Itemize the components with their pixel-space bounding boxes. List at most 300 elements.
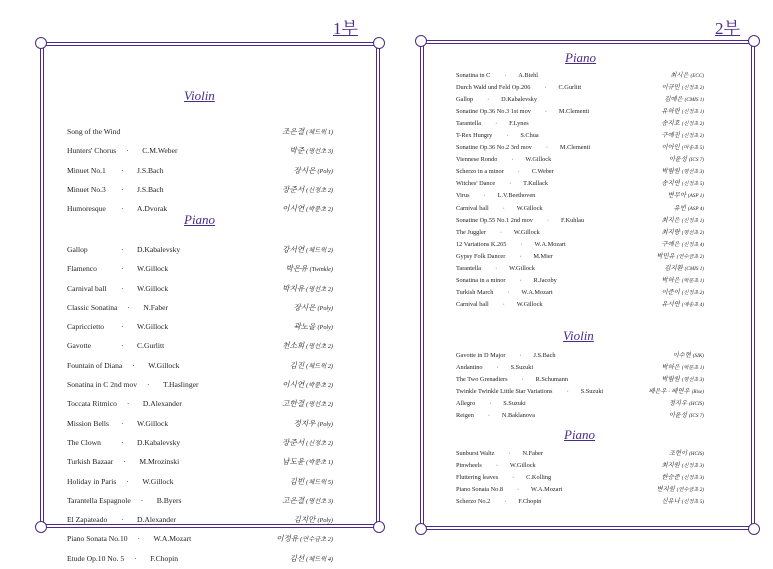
- separator-dot-icon: ·: [121, 245, 124, 254]
- piece-title: Piano Sonata No.10: [67, 534, 128, 544]
- program-item: [456, 386, 704, 398]
- program-item: [456, 263, 704, 275]
- piece-title: Tarantella Espagnole: [67, 495, 131, 505]
- piece-title: Fountain of Diana: [67, 360, 123, 370]
- composer-name: W.Gillock: [137, 264, 169, 274]
- composer-name: W.A.Mozart: [531, 486, 563, 494]
- performer-school: (채드윅 1): [306, 129, 333, 136]
- program-item: [456, 118, 704, 130]
- performer: [290, 472, 334, 492]
- program-item: [67, 549, 333, 568]
- piece-title: Minuet No.3: [67, 184, 106, 194]
- performer-name: 정지우: [668, 400, 688, 408]
- composer-name: W.A.Mozart: [534, 240, 566, 248]
- performer-name: 박민유: [656, 252, 675, 260]
- performer-school: (신정초 4): [681, 241, 704, 248]
- performer: [669, 410, 704, 422]
- composer-name: D.Kabalevsky: [501, 96, 537, 104]
- performer-school: (연수금초 2): [676, 487, 704, 494]
- performer: [657, 484, 704, 496]
- performer-school: (신정초 2): [681, 85, 704, 92]
- performer: [662, 239, 705, 251]
- performer: [282, 279, 333, 299]
- performer-name: 곽노을: [293, 322, 316, 332]
- performer: [662, 130, 705, 142]
- piece-title: Sonatine Op.36 No.2 3rd mov: [456, 144, 532, 152]
- performer-name: 김진: [289, 360, 305, 370]
- performer-name: 구예진: [661, 132, 680, 140]
- program-item: [67, 529, 333, 548]
- program-list: [456, 448, 704, 508]
- separator-dot-icon: ·: [121, 437, 124, 447]
- piece-title: The Juggler: [456, 228, 486, 236]
- separator-dot-icon: ·: [121, 341, 124, 351]
- piece-title: Hunters' Chorus: [67, 146, 117, 156]
- composer-name: R.Jacoby: [533, 276, 557, 284]
- piece-title: T-Rex Hungry: [456, 132, 493, 140]
- piece-title: Fluttering leaves: [456, 474, 499, 482]
- performer-name: 조은결: [282, 127, 305, 136]
- piece-title: The Clown: [67, 437, 101, 447]
- program-item: [67, 472, 333, 491]
- performer-name: 송지연: [661, 180, 680, 188]
- corner-ornament-icon: [373, 37, 385, 49]
- performer-school: (명선초 2): [306, 343, 333, 351]
- performer-name: 신유나: [661, 498, 680, 506]
- piece-title: 12 Variations K.265: [456, 240, 507, 248]
- separator-dot-icon: ·: [517, 486, 520, 494]
- separator-dot-icon: ·: [137, 534, 141, 544]
- performer: [282, 180, 333, 200]
- performer-name: 김예은: [664, 96, 683, 104]
- piece-title: Sonatina in C 2nd mov: [67, 380, 138, 390]
- composer-name: D.Alexander: [137, 515, 177, 525]
- program-item: [456, 398, 704, 410]
- program-item: [456, 484, 704, 496]
- composer-name: M.Mier: [533, 252, 553, 260]
- separator-dot-icon: ·: [121, 515, 124, 525]
- performer-school: (채드윅 2): [306, 362, 333, 370]
- program-page-1: [0, 0, 386, 563]
- program-item: [456, 496, 704, 508]
- performer-name: 박하은: [661, 364, 680, 372]
- program-item: [456, 251, 704, 263]
- program-item: [456, 460, 704, 472]
- performer-school: (Twinkle): [309, 266, 333, 274]
- separator-dot-icon: ·: [507, 288, 510, 296]
- performer: [662, 275, 705, 287]
- program-item: [456, 106, 704, 118]
- performer-name: 이윤성: [668, 412, 687, 420]
- separator-dot-icon: ·: [544, 84, 547, 92]
- performer-name: 최지원: [661, 462, 680, 470]
- program-item: [456, 215, 704, 227]
- composer-name: W.Gillock: [137, 322, 169, 332]
- piece-title: Tarantella: [456, 264, 482, 272]
- program-item: [456, 374, 704, 386]
- program-item: [456, 275, 704, 287]
- separator-dot-icon: ·: [487, 412, 490, 420]
- performer: [662, 299, 705, 311]
- piece-title: Durch Wald und Feld Op.206: [456, 84, 531, 92]
- performer: [282, 336, 333, 356]
- performer-school: (채드윅 4): [306, 555, 333, 563]
- composer-name: D.Kabalevsky: [137, 245, 181, 254]
- piece-title: Classic Sonatina: [67, 302, 118, 312]
- performer-school: (ICS 7): [688, 413, 704, 420]
- performer: [662, 118, 705, 130]
- composer-name: F.Kuhlau: [560, 216, 585, 224]
- separator-dot-icon: ·: [126, 146, 129, 156]
- performer-school: (Poly): [317, 324, 333, 332]
- separator-dot-icon: ·: [121, 204, 124, 214]
- program-item: [456, 227, 704, 239]
- performer-name: 박지유: [282, 283, 305, 293]
- composer-name: W.Gillock: [513, 228, 540, 236]
- performer-school: (박문초 1): [306, 459, 333, 467]
- program-item: [456, 299, 704, 311]
- composer-name: W.Gillock: [148, 360, 180, 370]
- performer-name: 송지호: [661, 120, 680, 128]
- performer-school: (Poly): [317, 304, 333, 312]
- performer: [662, 166, 705, 178]
- performer-name: 김빈: [289, 476, 305, 486]
- performer-school: (박문초 1): [681, 365, 704, 372]
- piece-title: Song of the Wind: [67, 127, 121, 136]
- performer-school: (CMIS 1): [684, 97, 704, 104]
- performer-school: (명선초 3): [306, 148, 333, 156]
- performer-school: (CMIS 1): [684, 265, 704, 272]
- corner-ornament-icon: [748, 35, 760, 47]
- composer-name: S.Chua: [520, 132, 539, 140]
- performer: [293, 161, 333, 181]
- performer-name: 최지량: [661, 228, 680, 236]
- composer-name: F.Chopin: [518, 498, 542, 506]
- separator-dot-icon: ·: [127, 302, 130, 312]
- program-item: [67, 414, 333, 433]
- program-list: [67, 122, 333, 218]
- performer-school: (Poly): [317, 517, 333, 525]
- program-item: [456, 472, 704, 484]
- piece-title: Capriccietto: [67, 322, 105, 332]
- composer-name: S.Suzuki: [580, 388, 604, 396]
- performer-school: (ASP 1): [687, 193, 704, 200]
- program-item: [456, 410, 704, 422]
- performer-school: (연수금초 2): [676, 253, 704, 260]
- composer-name: W.Gillock: [516, 300, 543, 308]
- performer-school: (명선초 3): [681, 169, 704, 176]
- program-item: [67, 279, 333, 298]
- performer: [282, 375, 333, 395]
- program-list: [67, 240, 333, 568]
- piece-title: Andantino: [456, 364, 483, 372]
- composer-name: M.Mrozinski: [139, 457, 180, 467]
- program-item: [67, 161, 333, 180]
- program-list: [456, 70, 704, 311]
- composer-name: C.Kolling: [526, 474, 552, 482]
- performer-name: 박은유: [285, 264, 308, 274]
- separator-dot-icon: ·: [121, 418, 124, 428]
- separator-dot-icon: ·: [495, 120, 498, 128]
- program-item: [456, 350, 704, 362]
- separator-dot-icon: ·: [512, 474, 515, 482]
- piece-title: Twinkle Twinkle Little Star Variations: [456, 388, 553, 396]
- corner-ornament-icon: [35, 37, 47, 49]
- performer-school: (예송초 4): [681, 301, 704, 308]
- separator-dot-icon: ·: [132, 360, 135, 370]
- performer-name: 변지원: [656, 486, 675, 494]
- performer: [662, 227, 705, 239]
- composer-name: J.S.Bach: [533, 352, 556, 359]
- performer-name: 김지안: [293, 515, 316, 525]
- composer-name: C.Weber: [531, 168, 554, 176]
- performer: [293, 510, 333, 530]
- composer-name: A.Dvorak: [137, 204, 168, 214]
- separator-dot-icon: ·: [520, 240, 523, 248]
- piece-title: Gypsy Folk Dancer: [456, 252, 506, 260]
- separator-dot-icon: ·: [126, 399, 130, 409]
- performer: [673, 350, 704, 362]
- piece-title: Piano Sonata No.8: [456, 486, 504, 494]
- separator-dot-icon: ·: [123, 457, 126, 467]
- separator-dot-icon: ·: [489, 400, 492, 408]
- composer-name: S.Suzuki: [503, 400, 526, 408]
- piece-title: Toccata Ritmico: [67, 399, 117, 409]
- performer: [290, 356, 334, 376]
- composer-name: W.Gillock: [509, 264, 535, 272]
- performer-name: 이윤성: [668, 156, 687, 164]
- performer-school: (신정초 2): [306, 186, 333, 194]
- separator-dot-icon: ·: [126, 476, 129, 486]
- performer-name: 이정유: [276, 534, 299, 544]
- composer-name: W.Gillock: [137, 283, 169, 293]
- performer-school: (신정초 2): [681, 121, 704, 128]
- performer-name: 박하은: [661, 276, 680, 284]
- piece-title: Gavotte in D Major: [456, 352, 506, 359]
- performer-school: (Poly): [317, 167, 333, 175]
- performer-name: 장준서: [282, 437, 305, 447]
- separator-dot-icon: ·: [495, 264, 498, 272]
- piece-title: El Zapateado: [67, 515, 108, 525]
- performer-name: 박림원: [661, 376, 680, 384]
- performer: [657, 251, 704, 263]
- performer: [670, 70, 704, 82]
- performer-name: 최시은: [670, 72, 689, 79]
- performer: [669, 448, 704, 460]
- performer-name: 천소희: [282, 341, 305, 351]
- program-item: [67, 180, 333, 199]
- program-item: [67, 375, 333, 394]
- piece-title: Allegro: [456, 400, 476, 408]
- performer-school: (SIK): [692, 353, 704, 359]
- performer: [662, 460, 705, 472]
- piece-title: Scherzo No.2: [456, 498, 491, 506]
- program-item: [456, 94, 704, 106]
- program-item: [456, 287, 704, 299]
- performer: [282, 240, 333, 260]
- separator-dot-icon: ·: [502, 300, 505, 308]
- separator-dot-icon: ·: [134, 553, 137, 563]
- program-item: [456, 166, 704, 178]
- composer-name: M.Clementi: [558, 108, 590, 116]
- piece-title: Mission Bells: [67, 418, 109, 428]
- piece-title: Sonatine Op.36 No.3 1st mov: [456, 108, 531, 116]
- program-item: [67, 433, 333, 452]
- composer-name: C.Gurlitt: [558, 84, 582, 92]
- separator-dot-icon: ·: [546, 216, 550, 224]
- performer-name: 남도윤: [282, 457, 305, 467]
- performer: [669, 154, 704, 166]
- piece-title: Virus: [456, 192, 470, 200]
- performer: [282, 452, 333, 472]
- separator-dot-icon: ·: [509, 180, 512, 188]
- separator-dot-icon: ·: [517, 168, 520, 176]
- program-item: [67, 394, 333, 413]
- corner-ornament-icon: [748, 523, 760, 535]
- program-item: [456, 448, 704, 460]
- separator-dot-icon: ·: [499, 228, 502, 236]
- performer: [662, 142, 705, 154]
- separator-dot-icon: ·: [121, 322, 124, 332]
- performer: [282, 199, 333, 219]
- composer-name: J.S.Bach: [137, 165, 164, 175]
- separator-dot-icon: ·: [502, 204, 505, 212]
- separator-dot-icon: ·: [121, 184, 124, 194]
- composer-name: W.A.Mozart: [153, 534, 192, 544]
- performer-name: 한승준: [661, 474, 680, 482]
- performer-school: (명선초 3): [306, 497, 333, 505]
- program-item: [67, 317, 333, 336]
- performer-school: (명선초 2): [681, 229, 704, 236]
- piece-title: Tarantella: [456, 120, 482, 128]
- performer-name: 구예은: [661, 240, 680, 248]
- performer-name: 유서연: [661, 300, 680, 308]
- performer-school: (신정초 5): [681, 499, 704, 506]
- program-item: [67, 240, 333, 259]
- section-title-violin: Violin: [563, 328, 594, 343]
- composer-name: B.Byers: [156, 495, 182, 505]
- program-item: [456, 154, 704, 166]
- program-item: [456, 70, 704, 82]
- corner-ornament-icon: [415, 35, 427, 47]
- composer-name: W.Gillock: [525, 156, 552, 164]
- performer-school: (신정초 3): [681, 463, 704, 470]
- performer-school: (명선초 3): [681, 377, 704, 384]
- performer: [669, 398, 704, 410]
- performer-school: (HCIS): [689, 401, 704, 408]
- program-item: [456, 190, 704, 202]
- performer-school: (명선초 2): [306, 401, 333, 409]
- separator-dot-icon: ·: [508, 450, 511, 457]
- piece-title: Gallop: [456, 96, 474, 104]
- performer: [674, 203, 704, 215]
- performer-name: 장시은: [293, 165, 316, 175]
- separator-dot-icon: ·: [519, 352, 522, 359]
- corner-ornament-icon: [415, 523, 427, 535]
- performer-school: (박문초 1): [681, 277, 704, 284]
- performer-name: 이수현: [672, 352, 691, 359]
- performer: [648, 386, 704, 398]
- program-item: [456, 130, 704, 142]
- separator-dot-icon: ·: [121, 165, 124, 175]
- composer-name: W.Gillock: [137, 418, 169, 428]
- performer: [282, 122, 333, 142]
- performer-school: (HCIS): [689, 451, 704, 457]
- composer-name: S.Suzuki: [510, 364, 534, 372]
- performer-name: 이시연: [282, 380, 305, 390]
- section-title-piano: Piano: [565, 50, 597, 65]
- performer-school: (신정초 2): [681, 133, 704, 140]
- separator-dot-icon: ·: [519, 252, 522, 260]
- performer: [662, 362, 705, 374]
- part-label: 2부: [715, 19, 740, 38]
- composer-name: C.Gurlitt: [137, 341, 165, 351]
- composer-name: W.Gillock: [516, 204, 543, 212]
- program-item: [456, 239, 704, 251]
- program-item: [456, 82, 704, 94]
- piece-title: Gallop: [67, 245, 88, 254]
- program-item: [67, 356, 333, 375]
- program-item: [67, 510, 333, 529]
- performer-name: 이아인: [661, 144, 680, 152]
- program-item: [456, 203, 704, 215]
- piece-title: Carnival ball: [67, 283, 107, 293]
- separator-dot-icon: ·: [121, 283, 124, 293]
- performer-school: (ASP 4): [687, 205, 704, 212]
- corner-ornament-icon: [35, 521, 47, 533]
- performer-school: (명선초 2): [306, 285, 333, 293]
- performer-school: (마송초 5): [681, 145, 704, 152]
- performer: [290, 549, 334, 569]
- piece-title: Viennese Rondo: [456, 156, 498, 164]
- performer: [662, 287, 705, 299]
- piece-title: Holiday in Paris: [67, 476, 117, 486]
- performer-name: 이시연: [282, 204, 305, 214]
- composer-name: F.Lynes: [509, 120, 529, 128]
- performer-school: (Rise): [691, 389, 704, 396]
- performer: [290, 141, 334, 161]
- piece-title: Scherzo in a minor: [456, 168, 504, 176]
- separator-dot-icon: ·: [544, 108, 547, 116]
- performer-name: 배은우 · 배연우: [648, 388, 690, 396]
- performer: [664, 94, 704, 106]
- section-title-violin: Violin: [184, 88, 215, 103]
- separator-dot-icon: ·: [487, 96, 490, 104]
- performer-school: (채드윅 5): [306, 478, 333, 486]
- separator-dot-icon: ·: [519, 276, 522, 284]
- program-item: [67, 122, 333, 141]
- performer-name: 이준이: [661, 288, 680, 296]
- performer-school: (신정초 1): [681, 217, 704, 224]
- performer-school: (Poly): [317, 420, 333, 428]
- performer: [282, 394, 333, 414]
- separator-dot-icon: ·: [511, 156, 514, 164]
- piece-title: Turkish March: [456, 288, 494, 296]
- separator-dot-icon: ·: [504, 498, 507, 506]
- performer: [662, 178, 705, 190]
- performer: [662, 82, 705, 94]
- separator-dot-icon: ·: [140, 495, 144, 505]
- performer: [282, 433, 333, 453]
- performer-name: 최지은: [661, 216, 680, 224]
- piece-title: The Two Grenadiers: [456, 376, 508, 384]
- performer-name: 고은결: [282, 495, 305, 505]
- composer-name: R.Schumann: [535, 376, 569, 384]
- piece-title: Sunburst Waltz: [456, 450, 495, 457]
- performer-name: 장준서: [282, 184, 305, 194]
- performer: [662, 374, 705, 386]
- performer-name: 조현이: [668, 450, 688, 457]
